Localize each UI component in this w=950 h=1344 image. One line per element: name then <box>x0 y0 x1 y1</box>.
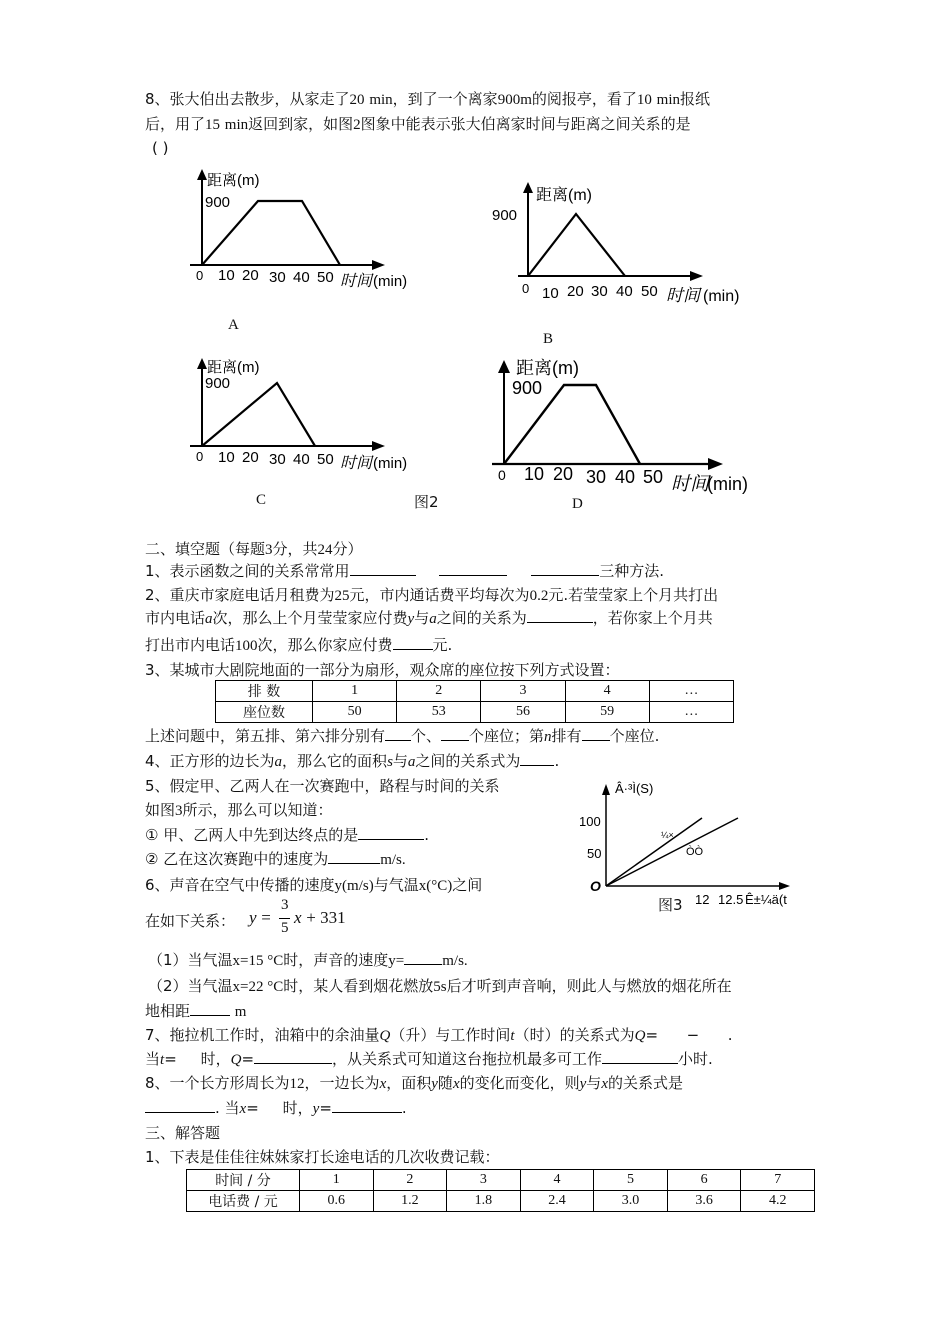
table-cell: 3.0 <box>594 1191 668 1212</box>
table-cell: 排 数 <box>216 681 313 702</box>
table-cell: 4 <box>520 1170 594 1191</box>
graph-b-xlabel: 时间 <box>666 286 700 305</box>
s2-q3-after: 上述问题中，第五排、第六排分别有 个、 个座位；第n排有 个座位. <box>145 727 660 745</box>
graph-a-xunit: (min) <box>373 273 408 290</box>
graph-a-tick: 50 <box>317 269 334 286</box>
graph-a-tick: 20 <box>242 267 259 284</box>
graph-a-ylabel: 距离(m) <box>207 172 260 189</box>
s2-q5-item1: ① 甲、乙两人中先到达终点的是 . <box>145 826 429 844</box>
graph-d-tick: 10 <box>524 464 545 484</box>
table-cell: 1.2 <box>373 1191 447 1212</box>
graph-c-xlabel: 时间 <box>340 455 373 472</box>
table-cell: 0.6 <box>300 1191 374 1212</box>
graph-c-tick: 50 <box>317 451 334 468</box>
s2-q6-line1: 6、声音在空气中传播的速度y(m/s)与气温x(°C)之间 <box>145 876 483 894</box>
fig3-x12: 12 <box>695 892 710 907</box>
table-cell: 3 <box>447 1170 521 1191</box>
graph-b-label: B <box>543 331 554 347</box>
graph-b-origin: 0 <box>522 281 530 296</box>
graph-b-ylabel: 距离(m) <box>536 187 592 204</box>
table-cell: 56 <box>481 702 565 723</box>
graph-c-tick: 20 <box>242 449 259 466</box>
graph-b-tick: 20 <box>567 283 584 300</box>
table-cell: 电话费 / 元 <box>187 1191 300 1212</box>
graph-a-tick: 40 <box>293 269 310 286</box>
s2-q3-title: 3、某城市大剧院地面的一部分为扇形，观众席的座位按下列方式设置： <box>145 661 620 679</box>
table-row <box>216 702 734 723</box>
graph-b-xunit: (min) <box>703 288 740 305</box>
graph-c-tick: 30 <box>269 451 286 468</box>
graph-c-y900: 900 <box>205 375 231 392</box>
fig3-xlabel: Ê±¼ä(t <box>745 892 787 907</box>
table-cell: 4.2 <box>741 1191 815 1212</box>
table-row <box>216 681 734 702</box>
graph-d-tick: 20 <box>553 464 574 484</box>
table-cell: 3.6 <box>667 1191 741 1212</box>
graph-d-tick: 50 <box>643 467 664 487</box>
fig3-origin: O <box>590 878 601 894</box>
graph-b-tick: 30 <box>591 283 608 300</box>
graph-a-xlabel: 时间 <box>340 273 373 290</box>
table-cell: 3 <box>481 681 565 702</box>
phone-fee-table <box>186 1169 815 1212</box>
table-cell: 6 <box>667 1170 741 1191</box>
s2-q2-line3: 打出市内电话100次，那么你家应付费 元. <box>145 636 453 654</box>
graph-d-xlabel: 时间 <box>671 474 710 495</box>
fig2-caption: 图2 <box>414 493 439 511</box>
table-cell: 2.4 <box>520 1191 594 1212</box>
graph-a <box>180 165 430 305</box>
s2-q4: 4、正方形的边长为a，那么它的面积s与a之间的关系式为 . <box>145 752 560 770</box>
s3-q1: 1、下表是佳佳往妹妹家打长途电话的几次收费记载： <box>145 1148 500 1166</box>
graph-a-label: A <box>228 317 239 333</box>
fig3-chart <box>576 776 806 911</box>
graph-c-tick: 40 <box>293 451 310 468</box>
graph-c <box>180 350 430 480</box>
q8-line2: 后，用了15 min返回到家，如图2图象中能表示张大伯离家时间与距离之间关系的是 <box>145 115 691 133</box>
table-cell: 59 <box>565 702 649 723</box>
table-cell: 5 <box>594 1170 668 1191</box>
table-cell: 2 <box>397 681 481 702</box>
s2-q7-line2: 当t= 时，Q= ，从关系式可知道这台拖拉机最多可工作 小时. <box>145 1050 713 1068</box>
s2-q5-item2: ② 乙在这次赛跑中的速度为 m/s. <box>145 850 406 868</box>
graph-c-label: C <box>256 492 267 508</box>
fig3-y50: 50 <box>587 846 602 861</box>
table-cell: … <box>649 681 733 702</box>
graph-d-label: D <box>572 496 583 512</box>
graph-a-tick: 10 <box>218 267 235 284</box>
s2-q8-line1: 8、一个长方形周长为12，一边长为x，面积y随x的变化而变化，则y与x的关系式是 <box>145 1074 683 1092</box>
graph-b <box>488 178 748 313</box>
fig3-y100: 100 <box>579 814 601 829</box>
s2-q7-line1: 7、拖拉机工作时，油箱中的余油量Q（升）与工作时间t（时）的关系式为Q= − . <box>145 1026 733 1044</box>
graph-b-tick: 40 <box>616 283 633 300</box>
graph-c-xunit: (min) <box>373 455 408 472</box>
graph-c-origin: 0 <box>196 449 204 464</box>
graph-a-y900: 900 <box>205 194 231 211</box>
s2-q8-line2: . 当x= 时，y= . <box>145 1097 407 1118</box>
table-cell: 4 <box>565 681 649 702</box>
table-cell: 1.8 <box>447 1191 521 1212</box>
s2-q2-line2: 市内电话a次，那么上个月莹莹家应付费y与a之间的关系为 ，若你家上个月共 <box>145 609 713 627</box>
s2-q6-sub3: 地相距 m <box>145 1002 247 1020</box>
fig3-caption: 图3 <box>658 896 683 914</box>
seat-table <box>215 680 734 723</box>
table-cell: 2 <box>373 1170 447 1191</box>
fig3-jia: ¼× <box>661 830 674 840</box>
graph-d-ylabel: 距离(m) <box>516 358 579 378</box>
section3-title: 三、解答题 <box>145 1124 221 1142</box>
s2-q5-line1: 5、假定甲、乙两人在一次赛跑中，路程与时间的关系 <box>145 777 500 795</box>
table-cell: 时间 / 分 <box>187 1170 300 1191</box>
graph-d-xunit: (min) <box>707 474 748 494</box>
fig3-x125: 12.5 <box>718 892 744 907</box>
s2-q2-line1: 2、重庆市家庭电话月租费为25元，市内通话费平均每次为0.2元.若莹莹家上个月共打出 <box>145 586 719 604</box>
graph-a-origin: 0 <box>196 268 204 283</box>
table-cell: 座位数 <box>216 702 313 723</box>
q8-answer-paren: ( ) <box>152 139 169 157</box>
fig3-ylabel: Â·³Ì(S) <box>615 781 654 796</box>
q8-line1: 8、张大伯出去散步，从家走了20 min，到了一个离家900m的阅报亭，看了10 min报纸 <box>145 90 711 108</box>
graph-b-tick: 50 <box>641 283 658 300</box>
s2-q5-line2: 如图3所示，那么可以知道： <box>145 801 333 819</box>
table-cell: … <box>649 702 733 723</box>
table-row <box>187 1170 815 1191</box>
table-cell: 50 <box>313 702 397 723</box>
graph-c-ylabel: 距离(m) <box>207 359 260 376</box>
table-cell: 1 <box>300 1170 374 1191</box>
table-cell: 1 <box>313 681 397 702</box>
table-cell: 7 <box>741 1170 815 1191</box>
s2-q6-sub2: （2）当气温x=22 °C时，某人看到烟花燃放5s后才听到声音响，则此人与燃放的烟花所在 <box>148 977 732 995</box>
graph-d-origin: 0 <box>498 467 506 483</box>
graph-a-tick: 30 <box>269 269 286 286</box>
table-row <box>187 1191 815 1212</box>
table-cell: 53 <box>397 702 481 723</box>
fig3-yi: ÒÒ <box>686 846 704 858</box>
s2-q6-sub1: （1）当气温x=15 °C时，声音的速度y= m/s. <box>148 951 468 969</box>
graph-d <box>488 352 763 502</box>
section2-title: 二、填空题（每题3分，共24分） <box>145 540 363 558</box>
s2-q1: 1、表示函数之间的关系常常用 三种方法. <box>145 562 665 580</box>
graph-b-tick: 10 <box>542 285 559 302</box>
graph-d-tick: 30 <box>586 467 607 487</box>
graph-c-tick: 10 <box>218 449 235 466</box>
graph-d-tick: 40 <box>615 467 636 487</box>
graph-d-y900: 900 <box>512 378 543 398</box>
graph-b-y900: 900 <box>492 207 518 224</box>
